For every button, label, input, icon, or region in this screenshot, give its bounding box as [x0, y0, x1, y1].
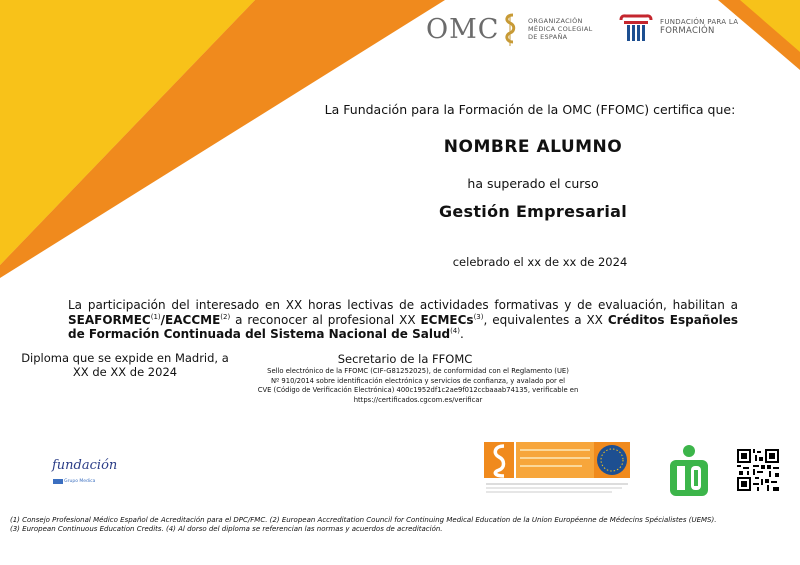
passed-text: ha superado el curso — [467, 176, 599, 191]
body-text: , equivalentes a XX — [483, 312, 608, 327]
body-text: a reconocer al profesional XX — [230, 312, 421, 327]
seal-line: Nº 910/2014 sobre identificación electrónica y servicios de confianza, y avalado por el — [270, 376, 566, 385]
fundacion-sub — [53, 479, 95, 484]
ffomc-line: FORMACIÓN — [660, 26, 715, 36]
omc-org-line: ORGANIZACIÓN — [528, 17, 583, 25]
body-text: La participación del interesado en XX horas lectivas de actividades formativas y de evaluación, habilitan a — [68, 298, 738, 312]
ffomc-column-icon — [618, 13, 654, 45]
omc-org-line: MÉDICA COLEGIAL — [528, 24, 593, 33]
electronic-seal-text — [228, 367, 608, 405]
ecmecs-label: ECMECs — [420, 312, 474, 327]
omc-logo-text: OMC — [426, 14, 500, 45]
fundacion-badge — [53, 479, 63, 484]
omc-org-line: DE ESPAÑA — [528, 32, 568, 41]
omc-organization-name — [528, 18, 593, 41]
footnotes — [10, 516, 790, 534]
seal-line: CVE (Código de Verificación Electrónica) 400c1952df1c2ae9f012ccbaaab74135, verificable en — [257, 386, 579, 394]
separator: / — [160, 312, 166, 327]
student-name: NOMBRE ALUMNO — [443, 137, 623, 157]
secretary-title: Secretario de la FFOMC — [337, 352, 473, 366]
footnote-ref: (1) — [150, 312, 161, 321]
qr-code-icon — [737, 449, 779, 491]
issued-place-date — [20, 351, 230, 379]
footnote-ref: (3) — [473, 312, 484, 321]
footnote-line: (1) Consejo Profesional Médico Español de Acreditación para el DPC/FMC. (2) European Accreditation Council for Continuing Medical Education de la Union Européenne de Médecins Spécialistes (UEMS). — [10, 516, 717, 524]
footnote-line: (3) European Continuous Education Credits. (4) Al dorso del diploma se referencian las normas y acuerdos de acreditación. — [10, 525, 443, 533]
seaformec-label: SEAFORMEC — [68, 312, 151, 327]
seaformec-eaccme-seal-icon — [482, 440, 632, 498]
certificate-intro: La Fundación para la Formación de la OMC (FFOMC) certifica que: — [324, 102, 736, 117]
ffomc-line: FUNDACIÓN PARA LA — [660, 18, 739, 26]
fundacion-sub-text: Grupo Medica — [64, 479, 96, 484]
accreditation-paragraph — [68, 298, 738, 342]
fundacion-logo: fundación — [52, 458, 118, 473]
continuing-education-logo-icon — [666, 442, 712, 500]
course-name: Gestión Empresarial — [438, 202, 628, 221]
ffomc-name — [660, 18, 738, 36]
creditos-label: Créditos Españoles de Formación Continuada del Sistema Nacional de Salud — [68, 312, 739, 341]
body-text: . — [460, 327, 464, 341]
seal-line: Sello electrónico de la FFOMC (CIF-G81252025), de conformidad con el Reglamento (UE) — [267, 367, 569, 375]
issued-line: XX de XX de 2024 — [72, 365, 178, 379]
footnote-ref: (2) — [220, 312, 231, 321]
eaccme-label: EACCME — [165, 312, 221, 327]
seal-line: https://certificados.cgcom.es/verificar — [353, 395, 483, 404]
omc-serpent-icon — [502, 12, 518, 48]
course-date: celebrado el xx de xx de 2024 — [452, 255, 628, 269]
issued-line: Diploma que se expide en Madrid, a — [21, 351, 229, 365]
footnote-ref: (4) — [450, 327, 460, 335]
